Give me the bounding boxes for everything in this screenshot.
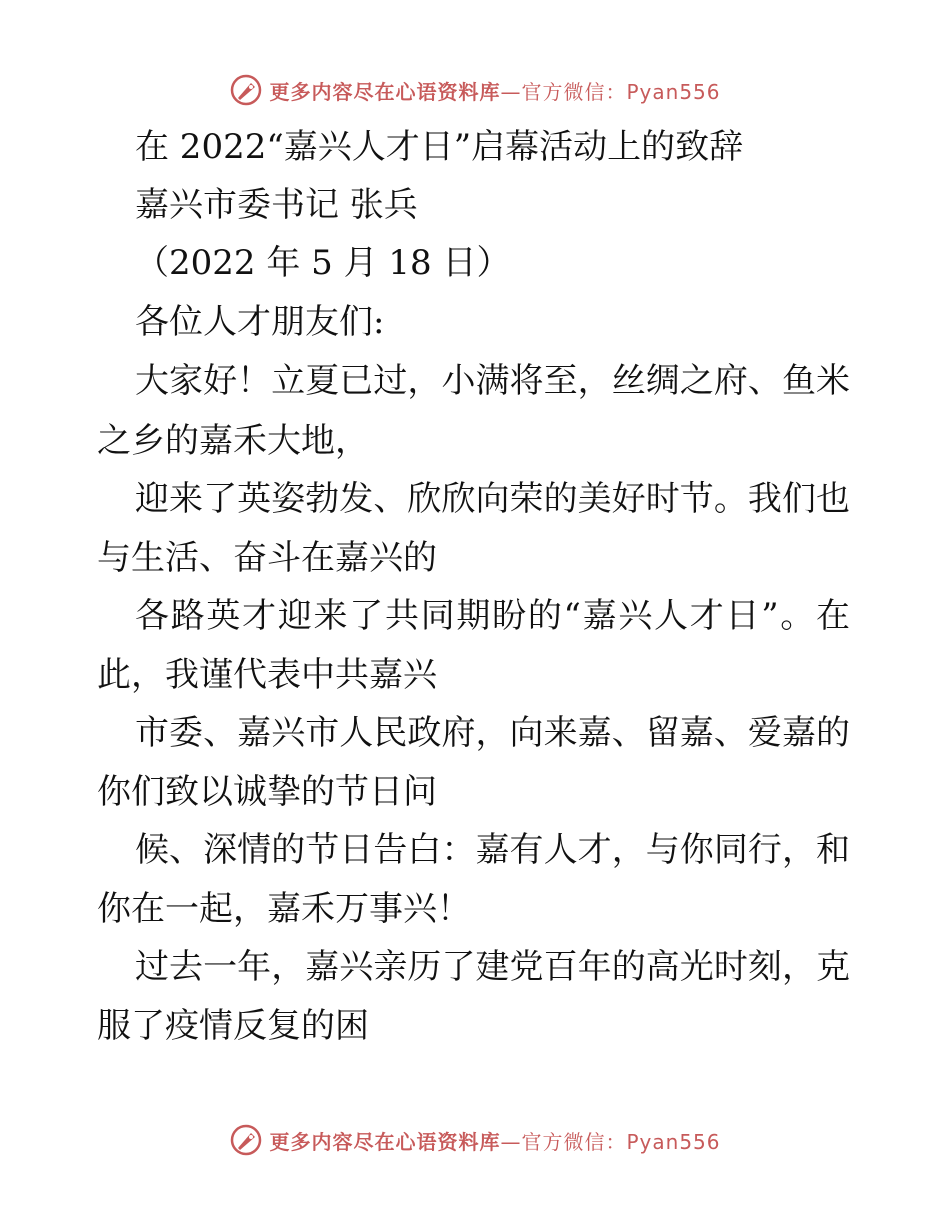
document-author: 嘉兴市委书记 张兵	[135, 185, 418, 225]
paragraph-line: 过去一年，嘉兴亲历了建党百年的高光时刻，克	[135, 947, 850, 987]
paragraph-line: 与生活、奋斗在嘉兴的	[97, 538, 437, 578]
paragraph-line: 你们致以诚挚的节日问	[97, 772, 437, 812]
pen-nib-logo-icon	[229, 1123, 263, 1157]
paragraph-line: 候、深情的节日告白：嘉有人才，与你同行，和	[135, 830, 850, 870]
paragraph-line: 各路英才迎来了共同期盼的“嘉兴人才日”。在	[135, 596, 850, 636]
watermark-separator: —	[500, 79, 522, 104]
paragraph-line: 迎来了英姿勃发、欣欣向荣的美好时节。我们也	[135, 479, 850, 519]
document-title: 在 2022“嘉兴人才日”启幕活动上的致辞	[135, 127, 744, 167]
watermark-official: 官方微信：	[521, 1129, 627, 1154]
paragraph-line: 大家好！立夏已过，小满将至，丝绸之府、鱼米	[135, 361, 850, 401]
watermark-brand: 更多内容尽在心语资料库	[269, 1129, 501, 1154]
document-salutation: 各位人才朋友们:	[135, 302, 385, 342]
paragraph-line: 之乡的嘉禾大地，	[97, 421, 369, 461]
watermark-account: Pyan556	[626, 79, 721, 104]
document-date: （2022 年 5 月 18 日）	[135, 243, 511, 283]
watermark-separator: —	[500, 1129, 522, 1154]
watermark-official: 官方微信：	[521, 79, 627, 104]
paragraph-line: 此，我谨代表中共嘉兴	[97, 655, 437, 695]
watermark-text	[269, 1126, 720, 1155]
paragraph-line: 服了疫情反复的困	[97, 1006, 369, 1046]
watermark-brand: 更多内容尽在心语资料库	[269, 79, 501, 104]
footer-watermark	[0, 1120, 950, 1160]
paragraph-line: 你在一起，嘉禾万事兴！	[97, 889, 471, 929]
watermark-account: Pyan556	[626, 1129, 721, 1154]
paragraph-line: 市委、嘉兴市人民政府，向来嘉、留嘉、爱嘉的	[135, 713, 850, 753]
